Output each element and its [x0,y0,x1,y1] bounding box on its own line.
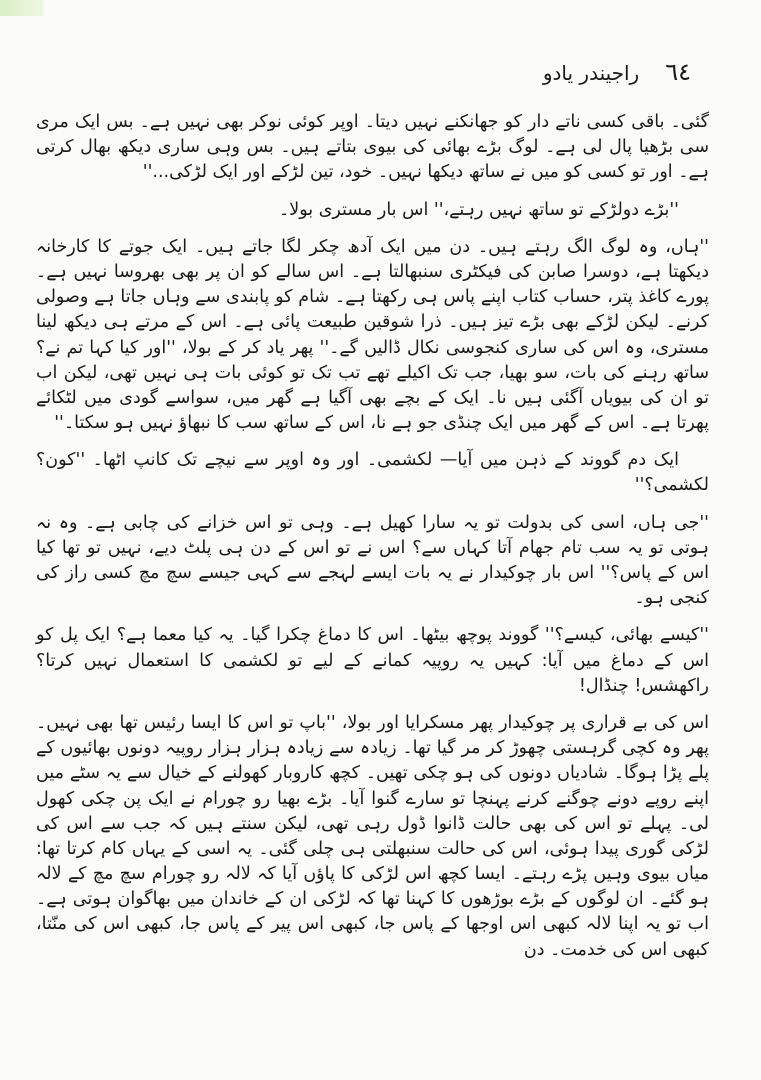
paragraph: ''کیسے بھائی، کیسے؟'' گووند پوچھ بیٹھا۔ اس کا دماغ چکرا گیا۔ یہ کیا معما ہے؟ ایک پل کو اس کے دماغ میں آیا: کہیں یہ روپیہ کمانے کے لیے تو لکشمی کا استعمال نہیں کرتا؟ راکھشس! چنڈال! [36,625,709,696]
page-header [70,58,691,92]
paragraph: ایک دم گووند کے ذہن میں آیا— لکشمی۔ اور وہ اوپر سے نیچے تک کانپ اٹھا۔ ''کون؟ لکشمی؟'' [36,450,709,496]
paragraph: ''جی ہاں، اسی کی بدولت تو یہ سارا کھیل ہے۔ وہی تو اس خزانے کی چابی ہے۔ وہ نہ ہوتی تو یہ سب تام جھام آتا کہاں سے؟ اس نے تو اس کے دن ہی پلٹ دیے، نہیں تو تھا کیا اس کے پاس؟'' اس بار چوکیدار نے یہ بات ایسے لہجے سے کہی جیسے سچ مچ کسی راز کی کنجی ہو۔ [36,512,709,609]
paragraph: اس کی بے قراری پر چوکیدار پھر مسکرایا اور بولا، ''باپ تو اس کا ایسا رئیس تھا بھی نہیں۔ پھر وہ کچی گرہستی چھوڑ کر مر گیا تھا۔ زیادہ سے زیادہ ہزار ہزار روپیہ دونوں بھائیوں کے پلے پڑا ہوگا۔ شادیاں دونوں کی ہو چکی تھیں۔ کچھ کاروبار کھولنے کے خیال سے یہ سٹے میں اپنے روپے دونے چوگنے کرنے پہنچا تو سارے گنوا آیا۔ بڑے بھیا رو چورام نے ایک پن چکی کھول لی۔ پہلے تو اس کی بھی حالت ڈانوا ڈول رہی تھی، لیکن سنتے ہیں کہ جب سے اس کی لڑکی گوری پیدا ہوئی، اس کی حالت سنبھلتی ہی چلی گئی۔ یہ اسی کے یہاں کام کرتا تھا: میاں بیوی وہیں پڑے رہتے۔ ایسا کچھ اس لڑکی کا پاؤں آیا کہ لالہ رو چورام سچ مچ کے لالہ ہو گئے۔ ان لوگوں کے بڑے بوڑھوں کا کہنا تھا کہ لڑکی ان کے خاندان میں بھاگوان ہوتی ہے۔ اب تو یہ اپنا لالہ کبھی اس اوجھا کے پاس جا، کبھی اس پیر کے پاس جا، کبھی اس کی منّتا، کبھی اس کی خدمت۔ دن [36,712,709,960]
paragraph: گئی۔ باقی کسی ناتے دار کو جھانکنے نہیں دیتا۔ اوپر کوئی نوکر بھی نہیں ہے۔ بس ایک مری سی بڑھیا پال لی ہے۔ لوگ بڑے بھائی کی بیوی بتاتے ہیں۔ بس وہی ساری دیکھ بھال کرتی ہے۔ اور تو کسی کو میں نے ساتھ دیکھا نہیں۔ خود، تین لڑکے اور ایک لڑکی...'' [36,112,709,183]
running-title: راجیندر یادو [542,61,640,85]
body-text [36,110,709,1050]
page-number: ٦٤ [665,58,691,86]
paragraph: ''ہاں، وہ لوگ الگ رہتے ہیں۔ دن میں ایک آدھ چکر لگا جاتے ہیں۔ ایک جوتے کا کارخانہ دیکھتا ہے، دوسرا صابن کی فیکٹری سنبھالتا ہے۔ اس سالے کو ان پر بھی بھروسا نہیں ہے۔ پورے کاغذ پتر، حساب کتاب اپنے پاس ہی رکھتا ہے۔ شام کو پابندی سے وہاں جاتا ہے وصولی کرنے۔ لیکن لڑکے بھی بڑے تیز ہیں۔ ذرا شوقین طبیعت پائی ہے۔ اس کے مرتے ہی دیکھ لینا مستری، وہ اس کی ساری کنجوسی نکال ڈالیں گے۔'' پھر یاد کر کے بولا، ''اور کیا کہا تم نے؟ ساتھ رہنے کی بات، سو بھیا، جب تک اکیلے تھے تب تک تو کوئی بات ہی نہیں تھی، لیکن اب تو ان کی بیویاں آگئی ہیں نا۔ ایک کے بچے بھی آگیا ہے گھر میں، سواسے گودی میں لٹکائے پھرتا ہے۔ اس کے گھر میں ایک چنڈی جو ہے نا، اس کے ساتھ سب کا نبھاؤ نہیں ہو سکتا۔'' [36,236,709,434]
paragraph: ''بڑے دولڑکے تو ساتھ نہیں رہتے،'' اس بار مستری بولا۔ [279,199,679,220]
scan-corner-mark [0,0,44,16]
